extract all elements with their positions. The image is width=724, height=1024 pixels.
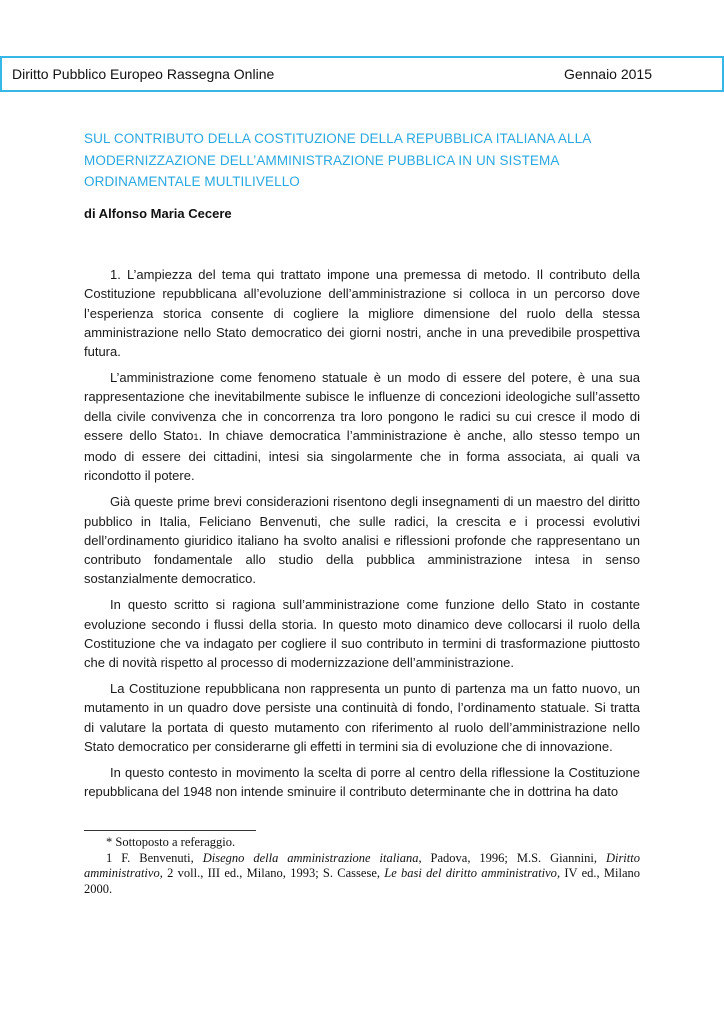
footnote-book-title: Disegno della amministrazione italiana <box>202 850 419 865</box>
running-header <box>0 56 724 92</box>
issue-date: Gennaio 2015 <box>564 66 652 82</box>
footnotes <box>84 835 640 897</box>
title-line: ORDINAMENTALE MULTILIVELLO <box>84 174 300 189</box>
journal-name: Diritto Pubblico Europeo Rassegna Online <box>12 66 275 82</box>
body-paragraph: La Costituzione repubblicana non rappresenta un punto di partenza ma un fatto nuovo, un mutamento in un quadro dove persiste una continuità di fondo, l’ordinamento statuale. Si tratta di valutare la portata di questo mutamento con riferimento al ruolo dell’amministrazione nello Stato democratico per considerarne gli effetti in termini sia di evoluzione che di innovazione. <box>84 680 640 754</box>
article-author: di Alfonso Maria Cecere <box>84 206 232 221</box>
footnote-book-title: Le basi del diritto amministrativo <box>384 866 557 881</box>
paragraph-text: L’amministrazione come fenomeno statuale è un modo di essere del potere, è una sua rappresentazione che inevitabilmente subisce le influenze di concezioni ideologiche sull’assetto della civile convivenza che in concorrenza tra loro pongono le radici su cui cresce il modo di essere dello Stato <box>84 369 640 443</box>
footnote-text: , IV ed., Milano 2000. <box>84 866 641 896</box>
title-line: MODERNIZZAZIONE DELL’AMMINISTRAZIONE PUBBLICA IN UN SISTEMA <box>84 152 560 168</box>
footnote-marker[interactable]: 1 <box>193 431 199 442</box>
footnote-text: , Padova, 1996; M.S. Giannini, <box>418 850 606 865</box>
body-paragraph: In questo contesto in movimento la scelta di porre al centro della riflessione la Costituzione repubblicana del 1948 non intende sminuire il contributo determinante che in dottrina ha dato <box>84 764 640 799</box>
footnote-book-title: Diritto amministrativo <box>84 850 640 881</box>
footnote-text: 1 F. Benvenuti, <box>106 850 203 865</box>
title-line: SUL CONTRIBUTO DELLA COSTITUZIONE DELLA REPUBBLICA ITALIANA ALLA <box>84 131 592 146</box>
footnote-divider <box>84 830 256 831</box>
body-paragraph <box>84 368 640 486</box>
footnote-1 <box>84 851 640 898</box>
body-paragraph: Già queste prime brevi considerazioni risentono degli insegnamenti di un maestro del diritto pubblico in Italia, Feliciano Benvenuti, che sulle radici, la crescita e i processi evolutivi dell’ordinamento giuridico italiano ha svolto analisi e riflessioni profonde che rappresentano un contributo fondamentale allo studio della pubblica amministrazione intesa in senso sostanzialmente democratico. <box>84 494 640 587</box>
paragraph-text: . In chiave democratica l’amministrazione è anche, allo stesso tempo un modo di essere dei cittadini, intesi sia singolarmente che in forma associata, ai quali va ricondotto il potere. <box>84 427 640 484</box>
article-body <box>84 265 640 808</box>
footnote-text: , 2 voll., III ed., Milano, 1993; S. Cassese, <box>159 866 385 881</box>
footnote-star: * Sottoposto a referaggio. <box>106 835 236 849</box>
article-title <box>84 128 644 193</box>
body-paragraph: 1. L’ampiezza del tema qui trattato impone una premessa di metodo. Il contributo della Costituzione repubblicana all’evoluzione dell’amministrazione si colloca in un percorso dove l’esperienza storica consente di cogliere la migliore dimensione del ruolo della stessa amministrazione nello Stato democratico dei giorni nostri, anche in una prevedibile prospettiva futura. <box>84 267 640 360</box>
body-paragraph: In questo scritto si ragiona sull’amministrazione come funzione dello Stato in costante evoluzione secondo i flussi della storia. In questo moto dinamico deve collocarsi il ruolo della Costituzione che va indagato per cogliere il suo contributo in termini di trasformazione piuttosto che di novità rispetto al processo di modernizzazione dell’amministrazione. <box>84 597 640 671</box>
